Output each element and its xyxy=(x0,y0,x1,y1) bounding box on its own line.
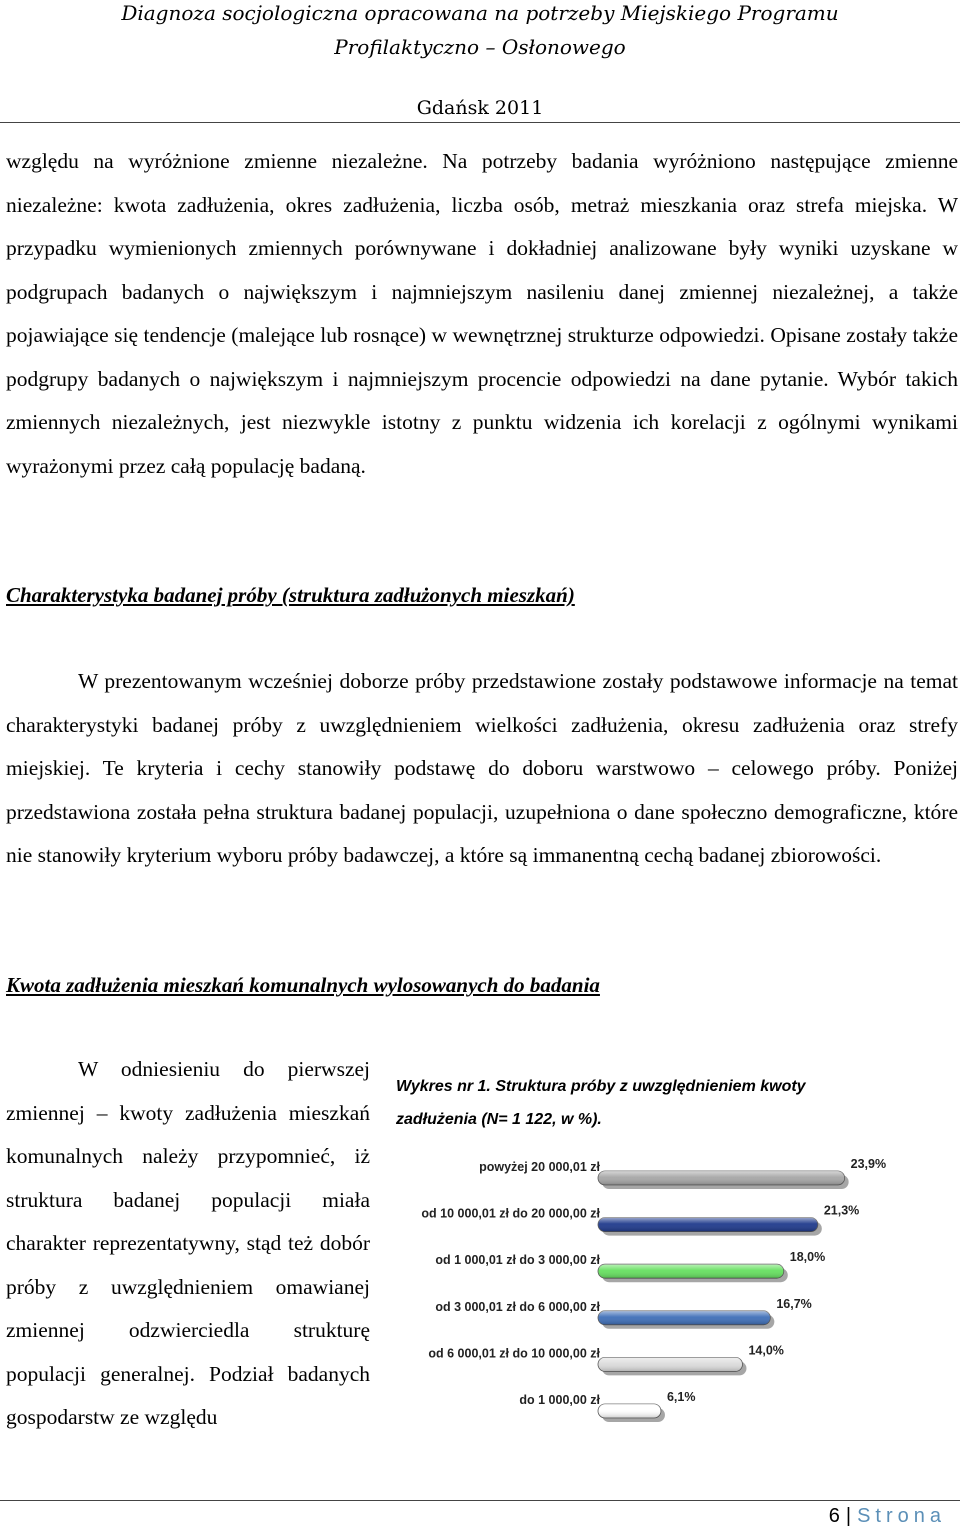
body-paragraph-2: W prezentowanym wcześniej doborze próby przedstawione zostały podstawowe informacje na temat charakterystyki badanej próby z uwzględnieniem wielkości zadłużenia, okresu zadłużenia oraz strefy miejskiej. Te kryteria i cechy stanowiły podstawę do doboru warstwowo – celowego próby. Poniżej przedstawiona została pełna struktura badanej populacji, uzupełniona o dane społeczno demograficzne, które nie stanowiły kryterium wyboru próby badawczej, a które są immanentną cechą badanej zbiorowości. xyxy=(6,669,958,867)
header-title-line1: Diagnoza socjologiczna opracowana na potrzeby Miejskiego Programu xyxy=(121,1,839,25)
bar-highlight xyxy=(598,1357,742,1371)
header-divider xyxy=(0,122,960,123)
category-label: do 1 000,00 zł xyxy=(519,1393,600,1407)
footer-separator: | xyxy=(845,1505,852,1527)
debt-amount-bar-chart xyxy=(396,1150,956,1460)
chart-caption-line2: zadłużenia (N= 1 122, w %). xyxy=(396,1111,602,1128)
footer-divider xyxy=(0,1500,960,1501)
value-label: 14,0% xyxy=(748,1343,784,1358)
bar-highlight xyxy=(598,1264,784,1278)
value-label: 21,3% xyxy=(823,1203,860,1218)
section-heading-debt-amount: Kwota zadłużenia mieszkań komunalnych wylosowanych do badania xyxy=(6,973,600,997)
body-paragraph-3: W odniesieniu do pierwszej zmiennej – kwoty zadłużenia mieszkań komunalnych należy przypomnieć, iż struktura badanej populacji miała charakter reprezentatywny, stąd też dobór próby z uwzględnieniem omawianej zmiennej odzwierciedla strukturę populacji generalnej. Podział badanych gospodarstw ze względu xyxy=(6,1057,370,1429)
bar-highlight xyxy=(598,1311,770,1325)
chart-caption-line1: Wykres nr 1. Struktura próby z uwzględnieniem kwoty xyxy=(396,1078,806,1095)
page-number: 6 xyxy=(828,1505,840,1527)
body-paragraph-1: względu na wyróżnione zmienne niezależne. Na potrzeby badania wyróżniono następujące zmienne niezależne: kwota zadłużenia, okres zadłużenia, liczba osób, metraż mieszkania oraz strefa miejska. W przypadku wymienionych zmiennych porównywane i dokładniej analizowane były wyniki uzyskane w podgrupach badanych o największym i najmniejszym nasileniu danej zmiennej niezależnej, a także pojawiające się tendencje (malejące lub rosnące) w wewnętrznej strukturze odpowiedzi. Opisane zostały także podgrupy badanych o największym i najmniejszym procencie odpowiedzi na dane pytanie. Wybór takich zmiennych niezależnych, jest niezwykle istotny z punktu widzenia ich korelacji z ogólnymi wynikami wyrażonymi przez całą populację badaną. xyxy=(6,149,958,478)
category-label: od 6 000,01 zł do 10 000,00 zł xyxy=(428,1346,600,1361)
value-label: 16,7% xyxy=(776,1296,812,1311)
chart-caption xyxy=(396,1070,896,1136)
header-title-line2: Profilaktyczno – Osłonowego xyxy=(334,35,626,59)
bar-highlight xyxy=(598,1404,661,1418)
page-header xyxy=(0,0,960,124)
category-label: od 3 000,01 zł do 6 000,00 zł xyxy=(435,1299,600,1314)
page-label: Strona xyxy=(857,1505,946,1527)
category-label: od 10 000,01 zł do 20 000,00 zł xyxy=(421,1206,600,1221)
category-label: od 1 000,01 zł do 3 000,00 zł xyxy=(435,1253,600,1268)
value-label: 23,9% xyxy=(850,1157,887,1171)
bar-highlight xyxy=(598,1171,845,1185)
bar-highlight xyxy=(598,1218,818,1232)
page-footer xyxy=(829,1505,946,1528)
header-place-year: Gdańsk 2011 xyxy=(416,97,544,119)
value-label: 18,0% xyxy=(789,1250,826,1265)
category-label: powyżej 20 000,01 zł xyxy=(479,1160,600,1174)
section-heading-structure: Charakterystyka badanej próby (struktura zadłużonych mieszkań) xyxy=(6,583,575,607)
value-label: 6,1% xyxy=(666,1390,696,1404)
